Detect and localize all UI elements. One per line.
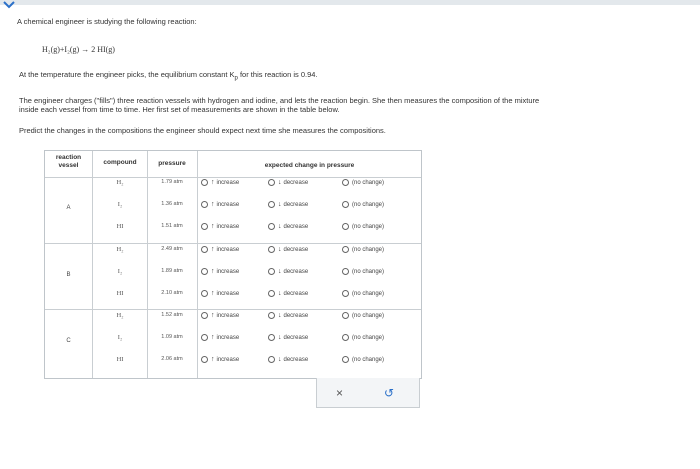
pressure-cell: 1.09 atm	[161, 334, 183, 340]
radio-button[interactable]	[268, 356, 275, 363]
radio-button[interactable]	[268, 334, 275, 341]
clear-button[interactable]: ×	[336, 386, 344, 400]
down-arrow-icon: ↓	[278, 312, 282, 319]
decrease-option-label: decrease	[283, 312, 309, 319]
setup-paragraph-line2: inside each vessel from time to time. Her first set of measurements are shown in the table below.	[19, 105, 340, 114]
compound-cell: H₂	[116, 246, 124, 253]
vessel-label: B	[66, 272, 71, 278]
decrease-option-label: decrease	[283, 268, 309, 275]
no-change-option[interactable]	[342, 246, 384, 253]
no-change-option[interactable]	[342, 312, 384, 319]
pressure-cell: 2.49 atm	[161, 246, 183, 252]
down-arrow-icon: ↓	[278, 179, 282, 186]
decrease-option[interactable]	[268, 356, 308, 363]
down-arrow-icon: ↓	[278, 201, 282, 208]
no-change-option-label: (no change)	[352, 290, 385, 297]
up-arrow-icon: ↑	[211, 246, 215, 253]
increase-option[interactable]	[201, 356, 239, 363]
decrease-option-label: decrease	[283, 334, 309, 341]
up-arrow-icon: ↑	[211, 334, 215, 341]
increase-option-label: increase	[216, 312, 240, 319]
radio-button[interactable]	[201, 312, 208, 319]
top-bar	[0, 0, 700, 5]
decrease-option[interactable]	[268, 334, 308, 341]
down-arrow-icon: ↓	[278, 268, 282, 275]
increase-option[interactable]	[201, 312, 239, 319]
increase-option-label: increase	[216, 201, 240, 208]
down-arrow-icon: ↓	[278, 356, 282, 363]
increase-option[interactable]	[201, 290, 239, 297]
no-change-option-label: (no change)	[352, 356, 385, 363]
no-change-option-label: (no change)	[352, 223, 385, 230]
decrease-option[interactable]	[268, 179, 308, 186]
decrease-option[interactable]	[268, 201, 308, 208]
reaction-equation: H₂(g)+I₂(g) → 2 HI(g)	[42, 45, 115, 54]
radio-button[interactable]	[201, 290, 208, 297]
kp-suffix: for this reaction is 0.94.	[237, 70, 318, 79]
pressure-cell: 1.52 atm	[161, 312, 183, 318]
radio-button[interactable]	[342, 179, 349, 186]
no-change-option-label: (no change)	[352, 312, 385, 319]
increase-option-label: increase	[216, 290, 240, 297]
up-arrow-icon: ↑	[211, 356, 215, 363]
decrease-option-label: decrease	[283, 223, 309, 230]
down-arrow-icon: ↓	[278, 223, 282, 230]
radio-button[interactable]	[268, 179, 275, 186]
decrease-option[interactable]	[268, 223, 308, 230]
pressure-cell: 1.89 atm	[161, 268, 183, 274]
header-vessel-line1: reaction	[55, 154, 82, 161]
radio-button[interactable]	[201, 356, 208, 363]
no-change-option[interactable]	[342, 179, 384, 186]
radio-button[interactable]	[342, 246, 349, 253]
decrease-option-label: decrease	[283, 246, 309, 253]
pressure-cell: 1.79 atm	[161, 179, 183, 185]
radio-button[interactable]	[268, 290, 275, 297]
increase-option-label: increase	[216, 334, 240, 341]
no-change-option[interactable]	[342, 223, 384, 230]
predict-instruction: Predict the changes in the compositions the engineer should expect next time she measures the compositions.	[19, 126, 386, 135]
decrease-option-label: decrease	[283, 290, 309, 297]
down-arrow-icon: ↓	[278, 334, 282, 341]
increase-option-label: increase	[216, 246, 240, 253]
increase-option[interactable]	[201, 246, 239, 253]
increase-option[interactable]	[201, 223, 239, 230]
increase-option-label: increase	[216, 179, 240, 186]
compound-cell: HI	[116, 290, 124, 297]
radio-button[interactable]	[268, 268, 275, 275]
down-arrow-icon: ↓	[278, 290, 282, 297]
compound-cell: H₂	[116, 312, 124, 319]
action-bar	[316, 378, 420, 408]
radio-button[interactable]	[342, 356, 349, 363]
pressure-cell: 2.06 atm	[161, 356, 183, 362]
increase-option-label: increase	[216, 268, 240, 275]
radio-button[interactable]	[342, 334, 349, 341]
radio-button[interactable]	[201, 268, 208, 275]
no-change-option-label: (no change)	[352, 201, 385, 208]
decrease-option[interactable]	[268, 268, 308, 275]
compound-cell: HI	[116, 356, 124, 363]
radio-button[interactable]	[268, 201, 275, 208]
decrease-option[interactable]	[268, 246, 308, 253]
no-change-option[interactable]	[342, 290, 384, 297]
up-arrow-icon: ↑	[211, 223, 215, 230]
vessel-label: A	[66, 205, 71, 211]
decrease-option-label: decrease	[283, 356, 309, 363]
no-change-option[interactable]	[342, 201, 384, 208]
pressure-cell: 1.36 atm	[161, 201, 183, 207]
header-compound: compound	[103, 159, 137, 166]
radio-button[interactable]	[201, 179, 208, 186]
up-arrow-icon: ↑	[211, 268, 215, 275]
kp-sub: p	[234, 75, 238, 82]
radio-button[interactable]	[342, 268, 349, 275]
radio-button[interactable]	[342, 312, 349, 319]
radio-button[interactable]	[201, 334, 208, 341]
compound-cell: I₂	[117, 201, 123, 208]
radio-button[interactable]	[342, 223, 349, 230]
header-vessel	[45, 154, 92, 170]
decrease-option-label: decrease	[283, 179, 309, 186]
no-change-option[interactable]	[342, 268, 384, 275]
pressure-cell: 1.51 atm	[161, 223, 183, 229]
intro-text: A chemical engineer is studying the following reaction:	[17, 17, 197, 26]
vessel-label: C	[66, 338, 71, 344]
compound-cell: H₂	[116, 179, 124, 186]
no-change-option[interactable]	[342, 334, 384, 341]
undo-button[interactable]: ↺	[384, 386, 395, 400]
radio-button[interactable]	[201, 246, 208, 253]
up-arrow-icon: ↑	[211, 290, 215, 297]
header-vessel-line2: vessel	[58, 162, 79, 169]
decrease-option[interactable]	[268, 290, 308, 297]
radio-button[interactable]	[342, 290, 349, 297]
radio-button[interactable]	[201, 223, 208, 230]
increase-option-label: increase	[216, 356, 240, 363]
down-arrow-icon: ↓	[278, 246, 282, 253]
radio-button[interactable]	[268, 223, 275, 230]
pressure-cell: 2.10 atm	[161, 290, 183, 296]
no-change-option-label: (no change)	[352, 179, 385, 186]
composition-table	[44, 150, 422, 379]
increase-option[interactable]	[201, 179, 239, 186]
increase-option[interactable]	[201, 334, 239, 341]
radio-button[interactable]	[268, 246, 275, 253]
header-pressure: pressure	[158, 160, 186, 167]
compound-cell: HI	[116, 223, 124, 230]
increase-option[interactable]	[201, 201, 239, 208]
no-change-option[interactable]	[342, 356, 384, 363]
up-arrow-icon: ↑	[211, 179, 215, 186]
increase-option-label: increase	[216, 223, 240, 230]
radio-button[interactable]	[342, 201, 349, 208]
up-arrow-icon: ↑	[211, 312, 215, 319]
no-change-option-label: (no change)	[352, 334, 385, 341]
chevron-down-icon[interactable]	[2, 0, 16, 9]
up-arrow-icon: ↑	[211, 201, 215, 208]
no-change-option-label: (no change)	[352, 268, 385, 275]
decrease-option-label: decrease	[283, 201, 309, 208]
radio-button[interactable]	[268, 312, 275, 319]
increase-option[interactable]	[201, 268, 239, 275]
setup-paragraph-line1: The engineer charges ("fills") three reaction vessels with hydrogen and iodine, and lets the reaction begin. She then measures the composition of the mixture	[19, 96, 540, 105]
compound-cell: I₂	[117, 268, 123, 275]
decrease-option[interactable]	[268, 312, 308, 319]
no-change-option-label: (no change)	[352, 246, 385, 253]
radio-button[interactable]	[201, 201, 208, 208]
compound-cell: I₂	[117, 334, 123, 341]
header-expected-change: expected change in pressure	[264, 162, 355, 169]
kp-statement	[19, 70, 318, 82]
kp-prefix: At the temperature the engineer picks, the equilibrium constant K	[19, 70, 235, 79]
